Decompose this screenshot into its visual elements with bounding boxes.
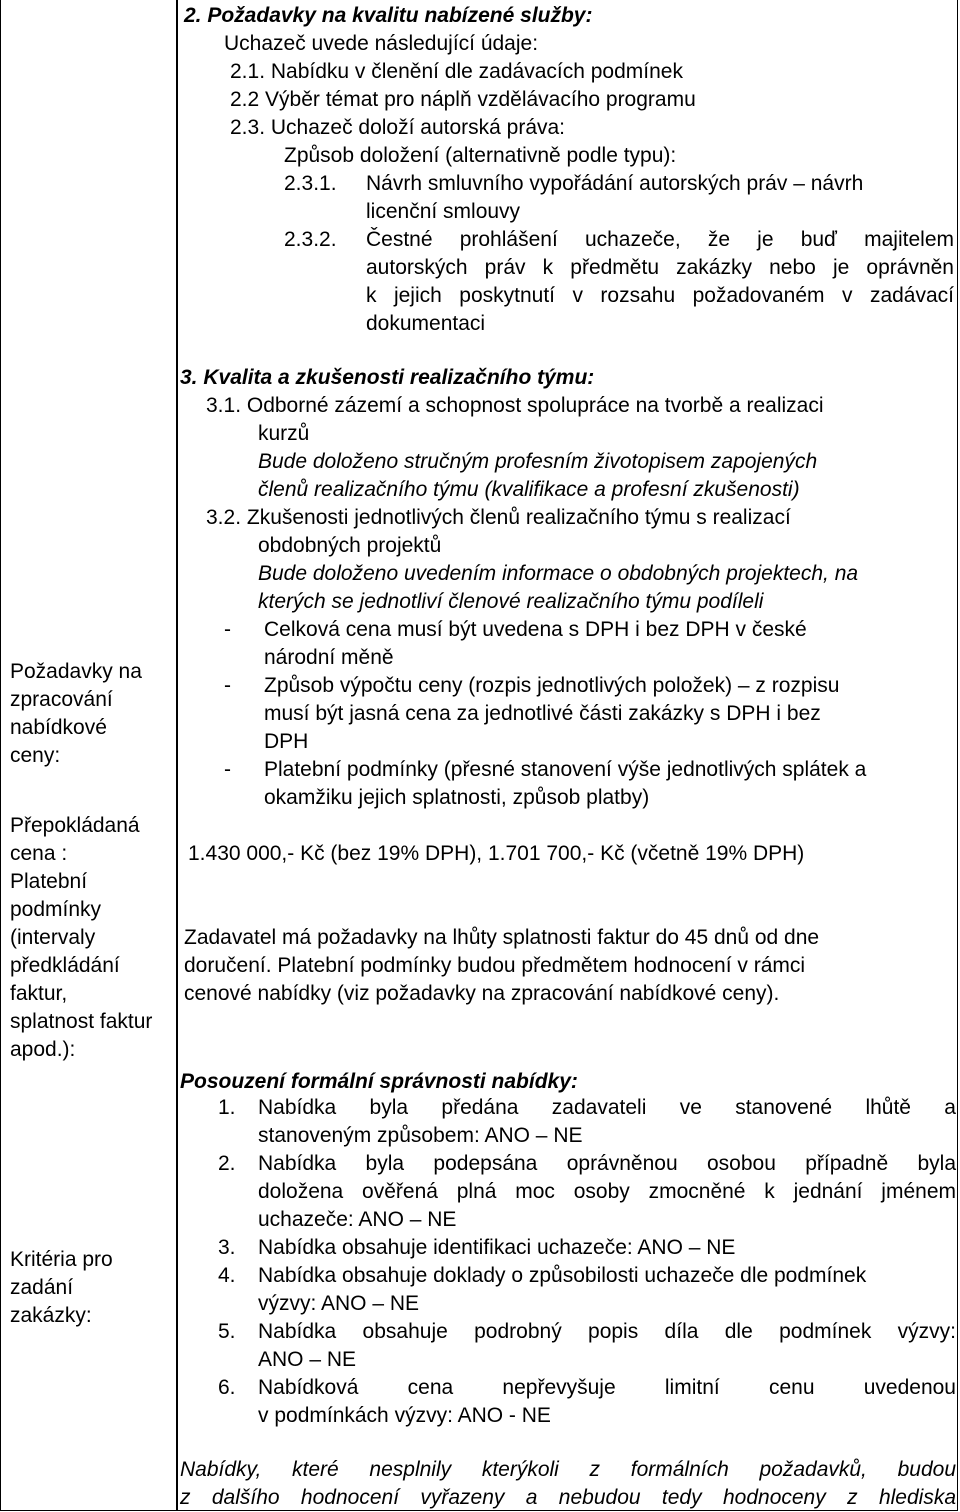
section3-item-3-2-line1: 3.2. Zkušenosti jednotlivých členů realizačního týmu s realizací — [206, 506, 791, 529]
table-column-divider — [176, 0, 178, 1511]
section3-item-3-2-note1: Bude doloženo uvedením informace o obdobných projektech, na — [258, 562, 859, 585]
criteria-label-line: zakázky: — [10, 1304, 92, 1327]
estimated-price-value: 1.430 000,- Kč (bez 19% DPH), 1.701 700,- Kč (včetně 19% DPH) — [188, 842, 805, 865]
section2-item-2-3-1-num: 2.3.1. — [284, 172, 337, 195]
section2-item-2-2: 2.2 Výběr témat pro náplň vzdělávacího programu — [230, 88, 696, 111]
criteria-item-line: ANO – NE — [258, 1348, 357, 1371]
bullet-text: Celková cena musí být uvedena s DPH i bez DPH v české — [264, 618, 807, 641]
criteria-item-line: uchazeče: ANO – NE — [258, 1208, 457, 1231]
payment-terms-text-line: Zadavatel má požadavky na lhůty splatnosti faktur do 45 dnů od dne — [184, 926, 820, 949]
price-requirements-label-line: nabídkové — [10, 716, 107, 739]
payment-terms-label-line: podmínky — [10, 898, 102, 921]
criteria-item-line: Nabídka obsahuje identifikaci uchazeče: ANO – NE — [258, 1236, 736, 1259]
section2-item-2-3-2-line3: k jejich poskytnutí v rozsahu požadovaném v zadávací — [366, 284, 954, 307]
section2-item-2-3-1-line1 — [366, 170, 954, 198]
payment-terms-label-line: (intervaly — [10, 926, 96, 949]
criteria-item-number: 2. — [218, 1152, 236, 1175]
section3-item-3-2-line2: obdobných projektů — [258, 534, 442, 557]
section2-item-2-3-2-line1: Čestné prohlášení uchazeče, že je buď majitelem — [366, 228, 954, 251]
estimated-price-label-line: Přepokládaná — [10, 814, 140, 837]
text-line: Návrh smluvního vypořádání autorských práv – návrh — [366, 172, 864, 195]
bullet-text: Způsob výpočtu ceny (rozpis jednotlivých položek) – z rozpisu — [264, 674, 840, 697]
section2-item-2-3-2-line4: dokumentaci — [366, 312, 486, 335]
bullet-dash: - — [224, 618, 231, 641]
criteria-item-line: výzvy: ANO – NE — [258, 1292, 420, 1315]
payment-terms-label-line: apod.): — [10, 1038, 76, 1061]
section2-item-2-3-2-line2: autorských práv k předmětu zakázky nebo je oprávněn — [366, 256, 954, 279]
section3-item-3-2-note2: kterých se jednotliví členové realizačního týmu podíleli — [258, 590, 764, 613]
section3-item-3-1-note2: členů realizačního týmu (kvalifikace a profesní zkušenosti) — [258, 478, 800, 501]
payment-terms-label-line: Platební — [10, 870, 88, 893]
criteria-item-line: doložena ověřená plná moc osoby zmocněné k jednání jménem — [258, 1180, 956, 1203]
criteria-label-line: zadání — [10, 1276, 74, 1299]
section3-item-3-1-line2: kurzů — [258, 422, 310, 445]
bullet-text: národní měně — [264, 646, 394, 669]
criteria-item-number: 3. — [218, 1236, 236, 1259]
payment-terms-text-line: cenové nabídky (viz požadavky na zpracování nabídkové ceny). — [184, 982, 780, 1005]
criteria-item-number: 5. — [218, 1320, 236, 1343]
table-right-border — [957, 0, 958, 1511]
section2-intro: Uchazeč uvede následující údaje: — [224, 32, 539, 55]
bullet-text: musí být jasná cena za jednotlivé části zakázky s DPH i bez — [264, 702, 821, 725]
criteria-footer-line: Nabídky, které nesplnily kterýkoli z formálních požadavků, budou — [180, 1458, 956, 1481]
table-left-border — [0, 0, 1, 1511]
criteria-heading: Posouzení formální správnosti nabídky: — [180, 1070, 578, 1093]
bullet-dash: - — [224, 758, 231, 781]
bullet-text: Platební podmínky (přesné stanovení výše jednotlivých splátek a — [264, 758, 867, 781]
price-requirements-label-line: ceny: — [10, 744, 61, 767]
criteria-footer-line: z dalšího hodnocení vyřazeny a nebudou tedy hodnoceny z hlediska — [180, 1486, 956, 1509]
bullet-text: okamžiku jejich splatnosti, způsob platby) — [264, 786, 650, 809]
payment-terms-label-line: splatnost faktur — [10, 1010, 153, 1033]
criteria-item-line: Nabídková cena nepřevyšuje limitní cenu uvedenou — [258, 1376, 956, 1399]
section2-item-2-1: 2.1. Nabídku v členění dle zadávacích podmínek — [230, 60, 683, 83]
criteria-item-line: Nabídka obsahuje doklady o způsobilosti uchazeče dle podmínek — [258, 1264, 867, 1287]
section2-item-2-3-sub: Způsob doložení (alternativně podle typu): — [284, 144, 677, 167]
section3-heading: 3. Kvalita a zkušenosti realizačního týmu: — [180, 366, 595, 389]
section2-heading: 2. Požadavky na kvalitu nabízené služby: — [184, 4, 593, 27]
criteria-item-line: stanoveným způsobem: ANO – NE — [258, 1124, 583, 1147]
section2-item-2-3: 2.3. Uchazeč doloží autorská práva: — [230, 116, 566, 139]
section3-item-3-1-note1: Bude doloženo stručným profesním životopisem zapojených — [258, 450, 818, 473]
bullet-text: DPH — [264, 730, 309, 753]
criteria-item-line: v podmínkách výzvy: ANO - NE — [258, 1404, 551, 1427]
criteria-item-number: 4. — [218, 1264, 236, 1287]
section2-item-2-3-2-num: 2.3.2. — [284, 228, 337, 251]
criteria-label-line: Kritéria pro — [10, 1248, 113, 1271]
criteria-item-line: Nabídka byla předána zadavateli ve stanovené lhůtě a — [258, 1096, 956, 1119]
payment-terms-label-line: předkládání — [10, 954, 120, 977]
section2-item-2-3-1-line2: licenční smlouvy — [366, 200, 521, 223]
payment-terms-label-line: faktur, — [10, 982, 68, 1005]
price-requirements-label-line: Požadavky na — [10, 660, 142, 683]
criteria-item-line: Nabídka byla podepsána oprávněnou osobou případně byla — [258, 1152, 956, 1175]
criteria-item-number: 1. — [218, 1096, 236, 1119]
estimated-price-label-line: cena : — [10, 842, 68, 865]
criteria-item-line: Nabídka obsahuje podrobný popis díla dle podmínek výzvy: — [258, 1320, 956, 1343]
criteria-item-number: 6. — [218, 1376, 236, 1399]
section3-item-3-1-line1: 3.1. Odborné zázemí a schopnost spolupráce na tvorbě a realizaci — [206, 394, 824, 417]
bullet-dash: - — [224, 674, 231, 697]
price-requirements-label-line: zpracování — [10, 688, 113, 711]
payment-terms-text-line: doručení. Platební podmínky budou předmětem hodnocení v rámci — [184, 954, 806, 977]
